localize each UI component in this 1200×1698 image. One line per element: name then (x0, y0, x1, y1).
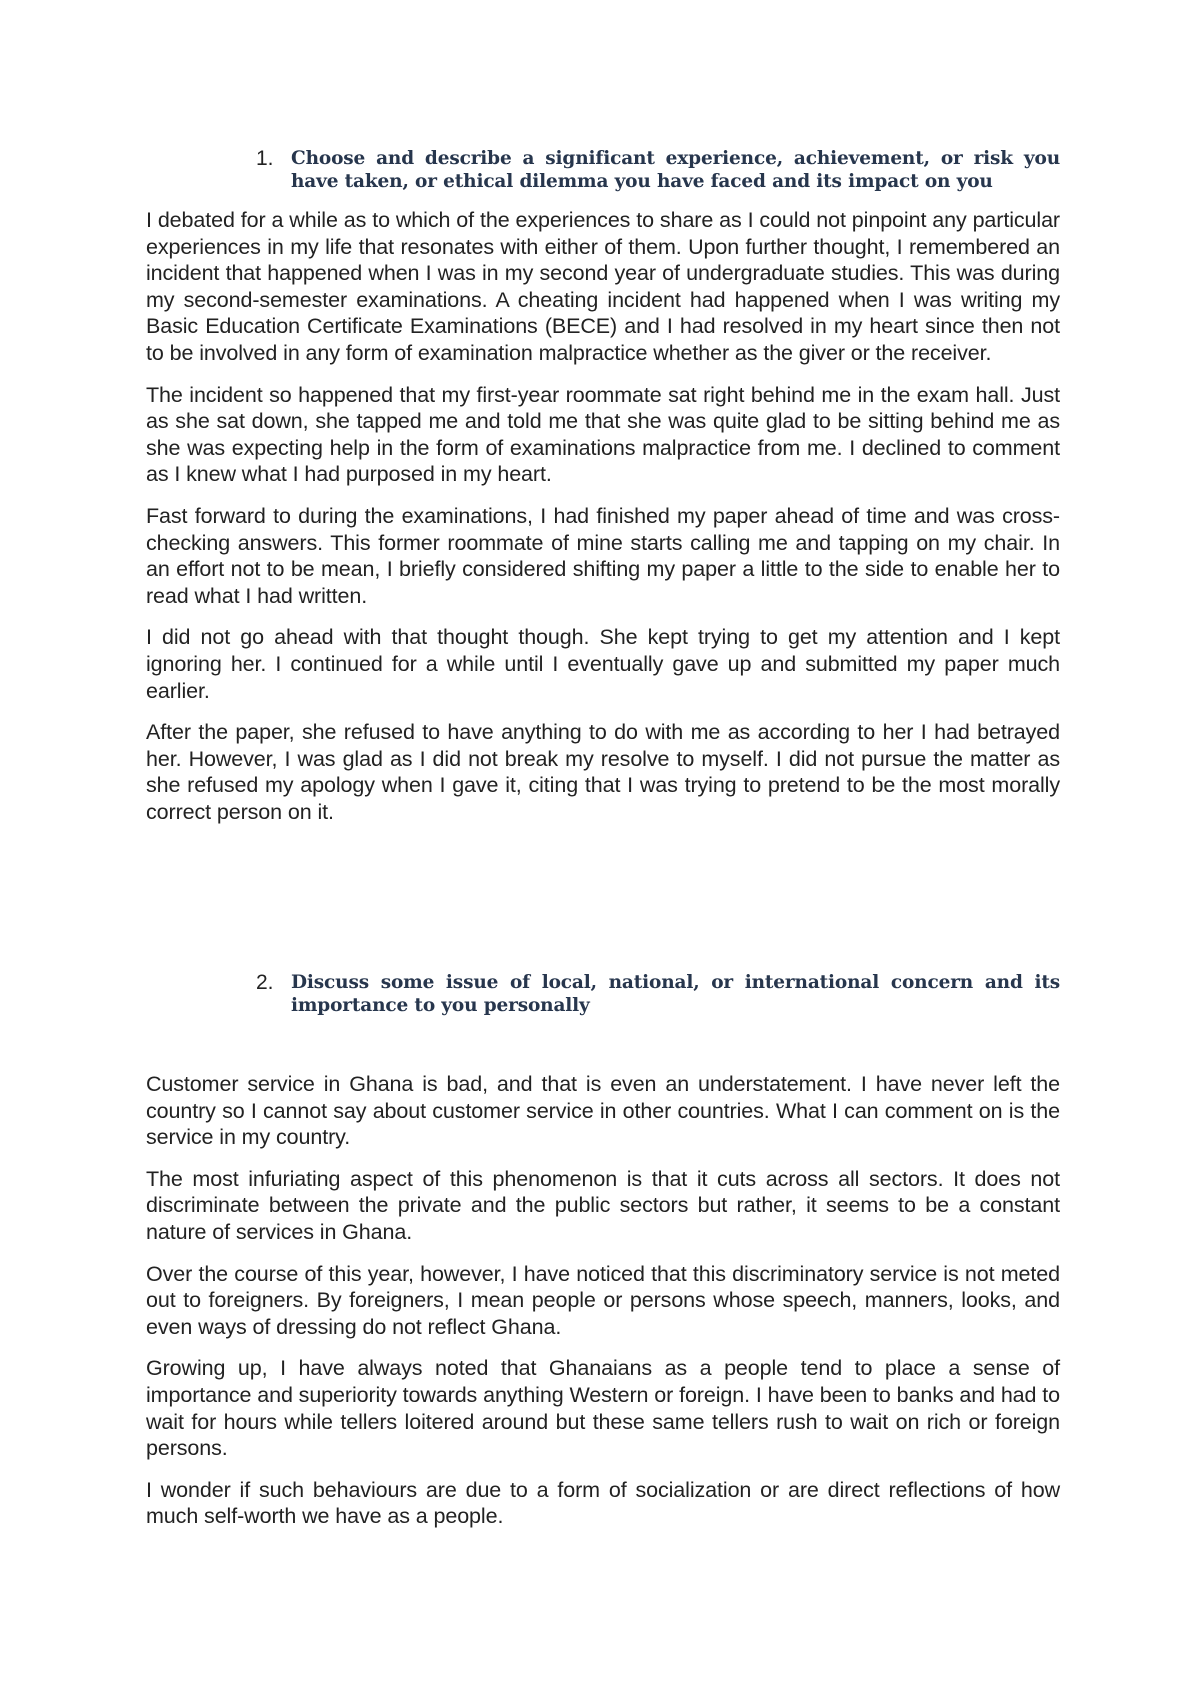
paragraph: I debated for a while as to which of the experiences to share as I could not pinpoint any particular experiences in my life that resonates with either of them. Upon further thought, I remembered an incident that happened when I was in my second year of undergraduate studies. This was during my second-semester examinations. A cheating incident had happened when I was writing my Basic Education Certificate Examinations (BECE) and I had resolved in my heart since then not to be involved in any form of examination malpractice whether as the giver or the receiver. (146, 208, 1060, 365)
paragraph: The most infuriating aspect of this phenomenon is that it cuts across all sectors. It does not discriminate between the private and the public sectors but rather, it seems to be a constant nature of services in Ghana. (146, 1166, 1060, 1244)
paragraph: Fast forward to during the examinations, I had finished my paper ahead of time and was cross-checking answers. This former roommate of mine starts calling me and tapping on my chair. In an effort not to be mean, I briefly considered shifting my paper a little to the side to enable her to read what I had written. (146, 503, 1060, 608)
paragraph: I did not go ahead with that thought though. She kept trying to get my attention and I kept ignoring her. I continued for a while until I eventually gave up and submitted my paper much earlier. (146, 625, 1060, 703)
question-number-1: 1. (256, 147, 274, 170)
question-number-2: 2. (256, 971, 274, 994)
paragraph: After the paper, she refused to have anything to do with me as according to her I had betrayed her. However, I was glad as I did not break my resolve to myself. I did not pursue the matter as she refused my apology when I gave it, citing that I was trying to pretend to be the most morally correct person on it. (146, 720, 1060, 824)
paragraph: I wonder if such behaviours are due to a form of socialization or are direct reflections of how much self-worth we have as a people. (146, 1477, 1060, 1529)
essay-section-2 (146, 971, 1060, 1545)
essay-section-1 (146, 147, 1060, 840)
paragraph: Growing up, I have always noted that Ghanaians as a people tend to place a sense of importance and superiority towards anything Western or foreign. I have been to banks and had to wait for hours while tellers loitered around but these same tellers rush to wait on rich or foreign persons. (146, 1356, 1060, 1461)
question-text-2: Discuss some issue of local, national, or international concern and its importance to you personally (291, 972, 1060, 1016)
paragraph: The incident so happened that my first-year roommate sat right behind me in the exam hall. Just as she sat down, she tapped me and told me that she was quite glad to be sitting behind me as she was expecting help in the form of examinations malpractice from me. I declined to comment as I knew what I had purposed in my heart. (146, 382, 1060, 487)
paragraph: Customer service in Ghana is bad, and that is even an understatement. I have never left the country so I cannot say about customer service in other countries. What I can comment on is the service in my country. (146, 1072, 1060, 1150)
paragraph: Over the course of this year, however, I have noticed that this discriminatory service is not meted out to foreigners. By foreigners, I mean people or persons whose speech, manners, looks, and even ways of dressing do not reflect Ghana. (146, 1261, 1060, 1339)
question-heading-2 (146, 971, 1060, 1017)
question-heading-1 (146, 147, 1060, 193)
question-text-1: Choose and describe a significant experience, achievement, or risk you have taken, or ethical dilemma you have faced and its impact on you (291, 148, 1060, 192)
